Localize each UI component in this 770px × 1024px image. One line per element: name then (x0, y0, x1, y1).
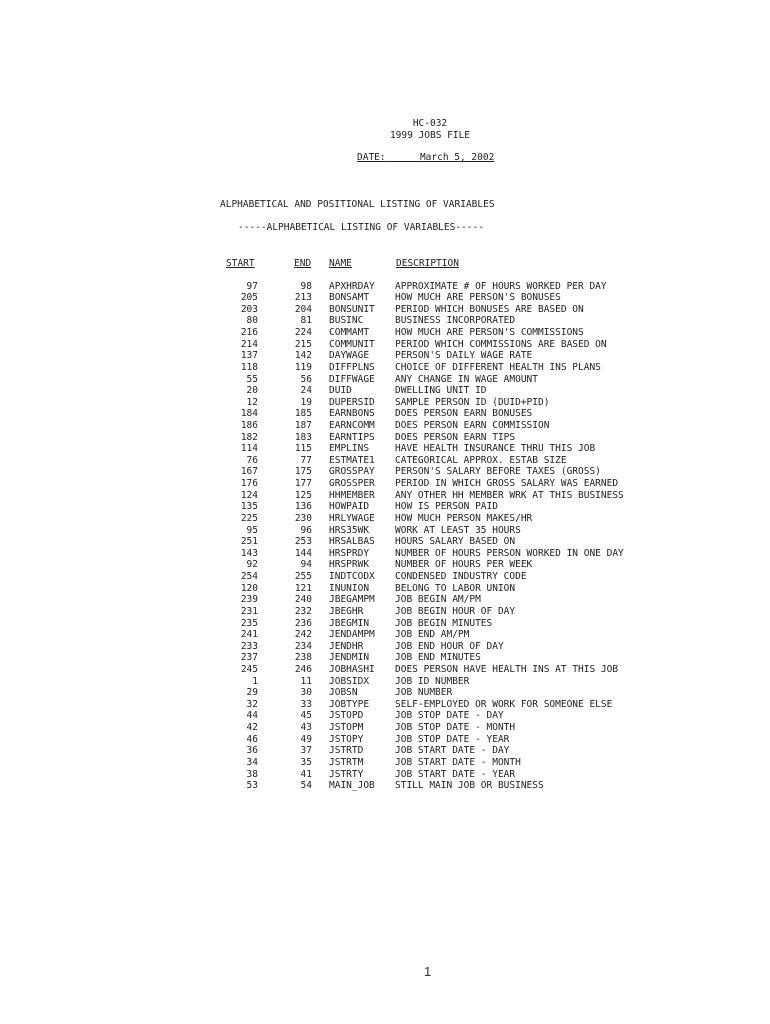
cell-start: 241 (240, 629, 258, 641)
cell-start: 92 (246, 559, 258, 571)
date-value: March 5, 2002 (419, 152, 495, 163)
table-row (0, 745, 770, 757)
cell-end: 19 (300, 396, 312, 408)
cell-end: 119 (294, 361, 312, 373)
cell-start: 55 (246, 373, 258, 385)
cell-name: INUNION (329, 582, 370, 594)
cell-start: 186 (240, 419, 258, 431)
cell-name: BONSAMT (329, 292, 370, 304)
cell-name: HRSALBAS (329, 536, 375, 548)
cell-description: DWELLING UNIT ID (395, 385, 487, 397)
table-row (0, 420, 770, 432)
cell-name: DAYWAGE (329, 350, 370, 362)
cell-description: SELF-EMPLOYED OR WORK FOR SOMEONE ELSE (395, 698, 613, 710)
cell-start: 1 (252, 675, 258, 687)
table-row (0, 559, 770, 571)
cell-description: ANY CHANGE IN WAGE AMOUNT (395, 373, 538, 385)
cell-end: 98 (300, 280, 312, 292)
cell-name: JBEGHR (329, 605, 364, 617)
cell-start: 216 (240, 327, 258, 338)
cell-name: EARNTIPS (329, 431, 375, 443)
cell-start: 235 (240, 617, 258, 629)
cell-end: 11 (300, 675, 312, 687)
cell-end: 144 (294, 547, 312, 559)
cell-end: 56 (300, 373, 312, 385)
cell-name: DIFFWAGE (329, 373, 375, 385)
cell-name: COMMUNIT (329, 338, 375, 350)
cell-description: JOB STOP DATE - YEAR (395, 733, 510, 745)
cell-name: HOWPAID (329, 501, 370, 513)
table-row (0, 513, 770, 525)
cell-end: 96 (300, 524, 312, 536)
table-row (0, 362, 770, 374)
cell-start: 137 (240, 350, 258, 362)
cell-description: HOW MUCH ARE PERSON'S COMMISSIONS (395, 327, 584, 338)
cell-end: 136 (294, 501, 312, 513)
table-row (0, 525, 770, 537)
cell-description: PERIOD WHICH COMMISSIONS ARE BASED ON (395, 338, 607, 350)
cell-description: PERIOD WHICH BONUSES ARE BASED ON (395, 303, 584, 315)
cell-name: MAIN_JOB (329, 780, 375, 792)
cell-name: ESTMATE1 (329, 454, 375, 466)
cell-description: JOB START DATE - YEAR (395, 768, 516, 780)
cell-name: HHMEMBER (329, 489, 375, 501)
cell-start: 53 (246, 780, 258, 792)
table-row (0, 757, 770, 769)
cell-start: 184 (240, 408, 258, 420)
cell-start: 237 (240, 652, 258, 664)
cell-description: HOW MUCH ARE PERSON'S BONUSES (395, 292, 561, 304)
cell-description: HOW IS PERSON PAID (395, 501, 498, 513)
cell-description: JOB START DATE - DAY (395, 745, 510, 757)
cell-start: 143 (240, 547, 258, 559)
cell-name: GROSSPAY (329, 466, 375, 478)
cell-name: DIFFPLNS (329, 361, 375, 373)
cell-end: 142 (294, 350, 312, 362)
cell-start: 231 (240, 605, 258, 617)
cell-start: 46 (246, 733, 258, 745)
cell-name: JOBSIDX (329, 675, 370, 687)
table-row (0, 780, 770, 792)
cell-name: JSTRTM (329, 756, 364, 768)
cell-name: EARNCOMM (329, 419, 375, 431)
cell-start: 42 (246, 722, 258, 734)
column-header-description: DESCRIPTION (396, 258, 459, 269)
cell-start: 214 (240, 338, 258, 350)
cell-description: JOB END MINUTES (395, 652, 481, 664)
cell-end: 45 (300, 710, 312, 722)
cell-end: 49 (300, 733, 312, 745)
table-row (0, 594, 770, 606)
table-row (0, 606, 770, 618)
cell-end: 213 (294, 292, 312, 304)
cell-name: HRSPRDY (329, 547, 370, 559)
cell-start: 32 (246, 698, 258, 710)
cell-start: 254 (240, 571, 258, 582)
cell-start: 12 (246, 396, 258, 408)
cell-start: 245 (240, 664, 258, 675)
cell-name: BUSINC (329, 315, 364, 327)
cell-description: JOB START DATE - MONTH (395, 756, 521, 768)
table-row (0, 292, 770, 304)
table-row (0, 583, 770, 595)
cell-end: 125 (294, 489, 312, 501)
table-row (0, 710, 770, 722)
cell-name: INDTCODX (329, 571, 375, 582)
cell-name: HRLYWAGE (329, 512, 375, 524)
cell-start: 176 (240, 478, 258, 489)
table-row (0, 478, 770, 490)
cell-start: 20 (246, 385, 258, 397)
cell-start: 239 (240, 594, 258, 606)
cell-name: APXHRDAY (329, 280, 375, 292)
table-row (0, 281, 770, 293)
cell-end: 183 (294, 431, 312, 443)
cell-end: 37 (300, 745, 312, 757)
table-row (0, 734, 770, 746)
cell-end: 54 (300, 780, 312, 792)
table-row (0, 722, 770, 734)
cell-end: 121 (294, 582, 312, 594)
cell-description: HAVE HEALTH INSURANCE THRU THIS JOB (395, 443, 596, 455)
cell-start: 114 (240, 443, 258, 455)
cell-end: 177 (294, 478, 312, 489)
cell-end: 246 (294, 664, 312, 675)
cell-name: JSTOPD (329, 710, 364, 722)
cell-start: 118 (240, 361, 258, 373)
cell-start: 97 (246, 280, 258, 292)
cell-name: JENDHR (329, 640, 364, 652)
cell-description: JOB STOP DATE - DAY (395, 710, 504, 722)
document-code: HC-032 (412, 118, 448, 129)
table-row (0, 455, 770, 467)
cell-end: 242 (294, 629, 312, 641)
cell-start: 44 (246, 710, 258, 722)
cell-description: BELONG TO LABOR UNION (395, 582, 516, 594)
cell-end: 204 (294, 303, 312, 315)
table-row (0, 339, 770, 351)
cell-start: 135 (240, 501, 258, 513)
cell-description: DOES PERSON HAVE HEALTH INS AT THIS JOB (395, 664, 619, 675)
cell-start: 182 (240, 431, 258, 443)
cell-description: JOB END HOUR OF DAY (395, 640, 504, 652)
cell-start: 167 (240, 466, 258, 478)
table-row (0, 385, 770, 397)
cell-name: EMPLINS (329, 443, 370, 455)
cell-name: JSTOPY (329, 733, 364, 745)
cell-description: APPROXIMATE # OF HOURS WORKED PER DAY (395, 280, 607, 292)
cell-end: 115 (294, 443, 312, 455)
table-row (0, 769, 770, 781)
cell-description: NUMBER OF HOURS PERSON WORKED IN ONE DAY (395, 547, 624, 559)
date-line (357, 152, 494, 163)
cell-description: CONDENSED INDUSTRY CODE (395, 571, 527, 582)
cell-description: ANY OTHER HH MEMBER WRK AT THIS BUSINESS (395, 489, 624, 501)
cell-name: GROSSPER (329, 478, 375, 489)
table-row (0, 315, 770, 327)
cell-end: 81 (300, 315, 312, 327)
cell-description: WORK AT LEAST 35 HOURS (395, 524, 521, 536)
cell-name: COMMAMT (329, 327, 370, 338)
cell-name: HRSPRWK (329, 559, 370, 571)
cell-description: PERIOD IN WHICH GROSS SALARY WAS EARNED (395, 478, 619, 489)
cell-name: DUPERSID (329, 396, 375, 408)
cell-start: 29 (246, 687, 258, 699)
table-row (0, 327, 770, 339)
cell-description: JOB STOP DATE - MONTH (395, 722, 516, 734)
cell-description: STILL MAIN JOB OR BUSINESS (395, 780, 544, 792)
page-number: 1 (424, 964, 432, 979)
cell-end: 24 (300, 385, 312, 397)
table-row (0, 304, 770, 316)
column-header-name: NAME (329, 258, 352, 269)
cell-name: EARNBONS (329, 408, 375, 420)
cell-start: 36 (246, 745, 258, 757)
cell-end: 255 (294, 571, 312, 582)
column-header-start: START (226, 258, 255, 269)
cell-end: 230 (294, 512, 312, 524)
cell-end: 30 (300, 687, 312, 699)
table-row (0, 490, 770, 502)
cell-start: 205 (240, 292, 258, 304)
cell-name: HRS35WK (329, 524, 370, 536)
cell-description: BUSINESS INCORPORATED (395, 315, 516, 327)
cell-description: SAMPLE PERSON ID (DUID+PID) (395, 396, 550, 408)
subsection-title: -----ALPHABETICAL LISTING OF VARIABLES----- (238, 222, 484, 233)
cell-end: 215 (294, 338, 312, 350)
cell-description: HOW MUCH PERSON MAKES/HR (395, 512, 533, 524)
cell-start: 95 (246, 524, 258, 536)
cell-start: 120 (240, 582, 258, 594)
cell-end: 238 (294, 652, 312, 664)
cell-name: JOBTYPE (329, 698, 370, 710)
table-row (0, 699, 770, 711)
cell-name: JSTRTD (329, 745, 364, 757)
table-row (0, 571, 770, 583)
table-row (0, 652, 770, 664)
cell-description: JOB BEGIN AM/PM (395, 594, 481, 606)
table-row (0, 466, 770, 478)
cell-start: 225 (240, 512, 258, 524)
cell-description: JOB ID NUMBER (395, 675, 470, 687)
cell-end: 240 (294, 594, 312, 606)
cell-end: 94 (300, 559, 312, 571)
cell-name: JBEGAMPM (329, 594, 375, 606)
cell-description: JOB NUMBER (395, 687, 453, 699)
cell-description: JOB BEGIN HOUR OF DAY (395, 605, 516, 617)
cell-start: 233 (240, 640, 258, 652)
table-row (0, 432, 770, 444)
cell-end: 35 (300, 756, 312, 768)
cell-name: JSTRTY (329, 768, 364, 780)
cell-description: DOES PERSON EARN TIPS (395, 431, 516, 443)
cell-end: 234 (294, 640, 312, 652)
table-row (0, 501, 770, 513)
table-row (0, 536, 770, 548)
cell-description: JOB BEGIN MINUTES (395, 617, 493, 629)
file-title: 1999 JOBS FILE (389, 130, 471, 141)
cell-description: HOURS SALARY BASED ON (395, 536, 516, 548)
cell-end: 77 (300, 454, 312, 466)
cell-end: 224 (294, 327, 312, 338)
cell-description: CHOICE OF DIFFERENT HEALTH INS PLANS (395, 361, 601, 373)
cell-start: 34 (246, 756, 258, 768)
cell-description: DOES PERSON EARN BONUSES (395, 408, 533, 420)
cell-end: 232 (294, 605, 312, 617)
cell-start: 124 (240, 489, 258, 501)
cell-description: PERSON'S SALARY BEFORE TAXES (GROSS) (395, 466, 601, 478)
cell-start: 251 (240, 536, 258, 548)
cell-description: NUMBER OF HOURS PER WEEK (395, 559, 533, 571)
section-title: ALPHABETICAL AND POSITIONAL LISTING OF VARIABLES (220, 199, 495, 210)
cell-start: 203 (240, 303, 258, 315)
table-row (0, 687, 770, 699)
table-row (0, 443, 770, 455)
date-label: DATE: (357, 152, 386, 163)
cell-end: 236 (294, 617, 312, 629)
table-row (0, 374, 770, 386)
cell-end: 187 (294, 419, 312, 431)
cell-name: BONSUNIT (329, 303, 375, 315)
cell-name: JBEGMIN (329, 617, 370, 629)
cell-end: 33 (300, 698, 312, 710)
cell-end: 185 (294, 408, 312, 420)
cell-end: 41 (300, 768, 312, 780)
cell-name: JENDAMPM (329, 629, 375, 641)
cell-description: PERSON'S DAILY WAGE RATE (395, 350, 533, 362)
table-row (0, 408, 770, 420)
table-row (0, 548, 770, 560)
cell-description: CATEGORICAL APPROX. ESTAB SIZE (395, 454, 567, 466)
cell-end: 175 (294, 466, 312, 478)
table-row (0, 676, 770, 688)
cell-name: JOBHASHI (329, 664, 375, 675)
cell-name: JSTOPM (329, 722, 364, 734)
cell-name: JOBSN (329, 687, 358, 699)
table-row (0, 641, 770, 653)
cell-description: JOB END AM/PM (395, 629, 470, 641)
table-row (0, 629, 770, 641)
table-row (0, 618, 770, 630)
cell-name: DUID (329, 385, 352, 397)
cell-description: DOES PERSON EARN COMMISSION (395, 419, 550, 431)
cell-start: 38 (246, 768, 258, 780)
cell-end: 43 (300, 722, 312, 734)
cell-start: 76 (246, 454, 258, 466)
table-row (0, 397, 770, 409)
cell-name: JENDMIN (329, 652, 370, 664)
cell-start: 80 (246, 315, 258, 327)
cell-end: 253 (294, 536, 312, 548)
column-header-end: END (294, 258, 312, 269)
table-row (0, 350, 770, 362)
table-row (0, 664, 770, 676)
